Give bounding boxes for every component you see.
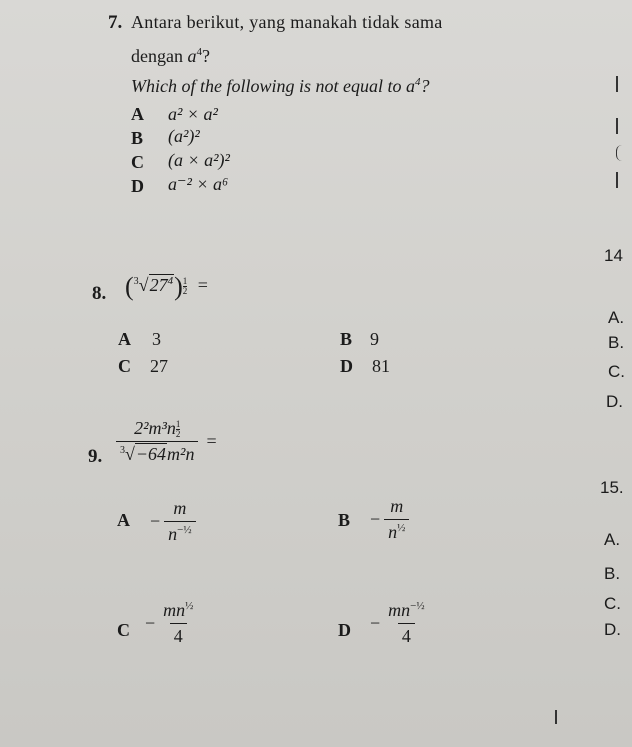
q8-number: 8. (92, 283, 107, 304)
q8-outer-exp-num: 1 (182, 276, 188, 287)
q7-a: a (187, 46, 197, 66)
q9-option-c-frac (159, 600, 197, 647)
margin-q15: 15. (600, 478, 624, 497)
pencil-mark (555, 710, 557, 724)
q8-option-d-letter: D (340, 356, 353, 376)
q8-outer-exp-den: 2 (182, 286, 188, 297)
q8-left-paren: ( (125, 272, 134, 301)
q7-english-text: Which of the following is not equal to (131, 76, 402, 96)
q9-option-b-num: m (390, 496, 404, 516)
margin-q15-b: B. (604, 564, 621, 583)
q7-option-d-letter: D (131, 176, 144, 196)
q8-option-d-value: 81 (372, 356, 390, 376)
q9-option-a-expr (150, 498, 196, 545)
q9-option-c-sign: − (145, 613, 156, 633)
q7-option-c-letter: C (131, 152, 144, 172)
q9-option-a-letter: A (117, 510, 130, 530)
q8-equals: = (197, 275, 208, 296)
q7-option-b-letter: B (131, 128, 144, 148)
margin-q14-c: C. (608, 362, 625, 381)
q9-expression (116, 418, 217, 465)
q9-option-d-letter: D (338, 620, 351, 640)
q8-outer-exp (183, 277, 188, 296)
q9-option-c-num-exp: ½ (185, 600, 194, 612)
q7-stem-english (131, 76, 429, 97)
q9-numerator-text: 2²m³n (134, 418, 176, 438)
q9-option-d-num-base: mn (388, 600, 411, 620)
q9-option-b-den (384, 519, 409, 543)
q9-option-c-den: 4 (170, 623, 187, 647)
q9-option-b-den-exp: ½ (397, 522, 406, 534)
q8-option-b-value: 9 (370, 329, 379, 349)
q7-english-a: a (405, 76, 415, 96)
q7-dengan: dengan (131, 46, 183, 66)
margin-mark-1 (616, 76, 618, 92)
q7-english-exp: 4 (414, 76, 421, 88)
q9-option-a-sign: − (150, 511, 161, 531)
margin-q14-b: B. (608, 333, 625, 352)
q9-num-exp-den: 2 (175, 429, 181, 439)
q7-option-b-expr: (a²)² (168, 126, 200, 146)
q9-option-d-expr (370, 600, 429, 647)
q7-number: 7. (108, 12, 123, 33)
q7-option-d-expr: a⁻² × a⁶ (168, 174, 229, 194)
q7-stem-malay-line2 (131, 46, 210, 67)
q8-option-a-letter: A (118, 329, 131, 349)
margin-mark-4 (616, 172, 618, 188)
q9-equals: = (206, 431, 217, 451)
q9-den-radicand: −64 (135, 444, 167, 464)
q9-numerator (130, 418, 184, 441)
q9-numerator-exp (176, 420, 181, 439)
q9-option-a-frac (164, 498, 195, 545)
q8-option-c-value: 27 (150, 356, 168, 376)
margin-q15-d: D. (604, 620, 621, 639)
q9-option-c-expr (145, 600, 197, 647)
q8-expression (125, 272, 208, 302)
q9-option-d-sign: − (370, 613, 381, 633)
q9-number: 9. (88, 446, 103, 467)
q9-option-d-num-exp: −½ (410, 600, 425, 612)
q7-english-qmark: ? (420, 76, 430, 96)
q9-option-b-den-base: n (388, 522, 398, 542)
q9-den-rest: m²n (167, 444, 195, 464)
q9-den-radical-sign: √ (125, 444, 135, 464)
margin-q14: 14 (604, 246, 623, 265)
q9-option-d-den: 4 (398, 623, 415, 647)
margin-q15-c: C. (604, 594, 621, 613)
q9-option-d-num (384, 600, 428, 623)
q7-exp: 4 (196, 46, 202, 58)
q9-fraction (116, 418, 198, 465)
q7-option-a-letter: A (131, 104, 144, 124)
q8-radicand-base: 27 (149, 275, 168, 296)
q9-option-c-letter: C (117, 620, 130, 640)
q9-option-b-sign: − (370, 509, 381, 529)
q8-right-paren: ) (174, 272, 183, 301)
q7-option-a-expr: a² × a² (168, 104, 218, 124)
q7-qmark: ? (201, 46, 210, 66)
q9-option-b-letter: B (338, 510, 351, 530)
q9-option-d-frac (384, 600, 428, 647)
q7-option-c-expr: (a × a²)² (168, 150, 230, 170)
margin-q14-a: A. (608, 308, 625, 327)
q8-option-c-letter: C (118, 356, 131, 376)
q9-option-c-num (159, 600, 197, 623)
q8-option-a-value: 3 (152, 329, 161, 349)
q9-option-b-expr (370, 496, 409, 543)
q9-den-index: 3 (120, 445, 125, 456)
margin-mark-2 (616, 118, 618, 134)
margin-q15-a: A. (604, 530, 621, 549)
q9-denominator (116, 441, 198, 465)
q8-option-b-letter: B (340, 329, 353, 349)
q8-radical-sign: √ (138, 275, 149, 296)
margin-q14-d: D. (606, 392, 623, 411)
q9-option-a-den-exp: −½ (177, 524, 192, 536)
q7-stem-malay: Antara berikut, yang manakah tidak sama (131, 12, 443, 32)
q9-option-a-den (164, 521, 195, 545)
q8-radicand-exp: 4 (167, 275, 174, 288)
q9-option-a-den-base: n (168, 524, 178, 544)
q9-num-exp-num: 1 (175, 419, 181, 429)
q8-radical-index: 3 (133, 276, 139, 288)
margin-mark-3 (616, 145, 623, 161)
q9-option-c-num-base: mn (163, 600, 186, 620)
q9-option-a-num: m (173, 498, 187, 518)
q9-option-b-frac (384, 496, 409, 543)
q8-radicand (149, 274, 175, 295)
